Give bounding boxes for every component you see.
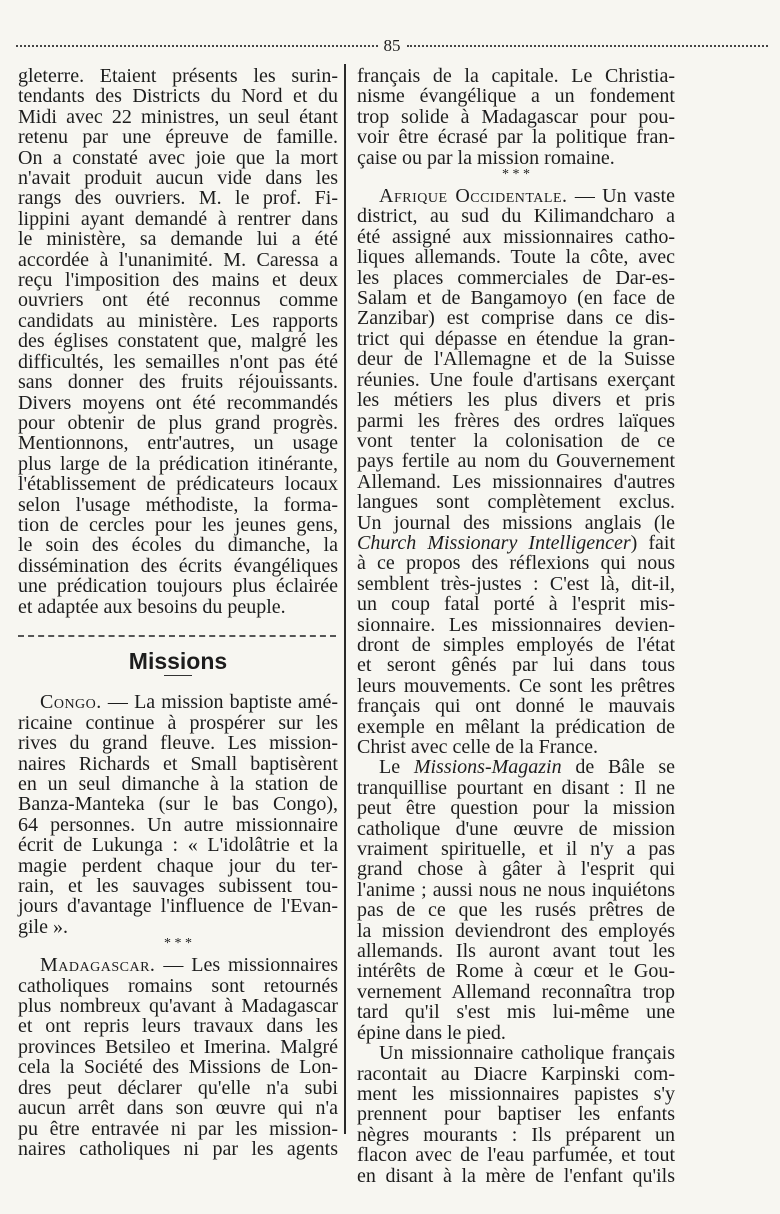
- text-line: l'établissement de prédicateurs locaux: [18, 473, 338, 496]
- text-line: Congo. — La mission baptiste amé-: [40, 691, 338, 714]
- text-line: difficultés, les semailles n'ont pas été: [18, 350, 338, 373]
- text-line: allemands. Ils auront avant tout les: [357, 940, 675, 963]
- right-column: [357, 66, 675, 1186]
- text-line: Madagascar. — Les missionnaires: [40, 954, 338, 977]
- text-line: exemple en mêlant la prédication de: [357, 715, 675, 738]
- text-line: plus nombreux qu'avant à Madagascar: [18, 995, 338, 1018]
- text-line: provinces Betsileo et Imerina. Malgré: [18, 1035, 338, 1058]
- text-line: n'avait produit aucun vide dans les: [18, 167, 338, 190]
- text-line: prennent pour baptiser les enfants: [357, 1103, 675, 1126]
- text-line: le ministère, sa demande lui a été: [18, 228, 338, 251]
- madagascar-label: Madagascar.: [40, 954, 156, 977]
- text-line: pays fertile au nom du Gouvernement: [357, 450, 675, 473]
- text-line: l'anime ; aussi nous ne nous inquiétons: [357, 878, 675, 901]
- text-line: les places commerciales de Dar-es-: [357, 266, 675, 289]
- text-line: parmi les frères des ordres laïques: [357, 409, 675, 432]
- left-column: [18, 66, 338, 1159]
- text-line: nisme évangélique a un fondement: [357, 85, 675, 108]
- text-line: reçu l'imposition des mains et deux: [18, 269, 338, 292]
- text-line: grand chose à gâter à l'esprit qui: [357, 858, 675, 881]
- column-separator: [344, 64, 346, 1134]
- text-line: On a constaté avec joie que la mort: [18, 146, 338, 169]
- mm-title: Missions-Magazin: [413, 756, 562, 779]
- cmi-paragraph: [357, 533, 675, 757]
- text-line: Salam et de Bangamoyo (en face de: [357, 287, 675, 310]
- text-line: flacon avec de l'eau parfumée, et tout: [357, 1144, 675, 1167]
- text-line: Mentionnons, entr'autres, un usage: [18, 432, 338, 455]
- text-line: ricaine continue à prospérer sur les: [18, 711, 338, 734]
- text-line: épine dans le pied.: [357, 1021, 506, 1044]
- text-line: tendants des Districts du Nord et du: [18, 85, 338, 108]
- text-line: Le Missions-Magazin de Bâle se: [379, 756, 676, 779]
- header-rule-left: [16, 45, 378, 47]
- text-line: vernement Allemand reconnaîtra trop: [357, 980, 675, 1003]
- text-line: les métiers les plus divers et pris: [357, 389, 675, 412]
- header-rule-right: [407, 45, 769, 47]
- text-line: rangs des ouvriers. M. le prof. Fi-: [18, 187, 338, 210]
- text-line: Banza-Manteka (sur le bas Congo),: [18, 793, 338, 816]
- text-line: gile ».: [18, 915, 68, 938]
- page-number: 85: [383, 36, 401, 55]
- text-line: aucun arrêt dans son œuvre qui n'a: [18, 1097, 338, 1120]
- text-line: écrit de Lukunga : « L'idolâtrie et la: [18, 834, 338, 857]
- text-line: vraiment spirituelle, et il n'y a pas: [357, 838, 675, 861]
- text-line: et ont repris leurs travaux dans les: [18, 1015, 338, 1038]
- last-paragraph: [357, 1043, 675, 1186]
- text-line: été assigné aux missionnaires catho-: [357, 225, 675, 248]
- missions-magazin-paragraph: [357, 757, 675, 1043]
- text-line: pu être entravée ni par les mission-: [18, 1117, 338, 1140]
- text-line: pas de ce que les rusés prêtres de: [357, 899, 675, 922]
- congo-label: Congo.: [40, 691, 102, 714]
- text-line: en un seul dimanche à la station de: [18, 773, 338, 795]
- title-underline: [164, 675, 192, 676]
- text-line: en disant à la mère de l'enfant qu'ils: [357, 1164, 675, 1187]
- text-line: selon l'usage méthodiste, la forma-: [18, 493, 338, 516]
- text-line: semblent très-justes : C'est là, dit-il,: [357, 572, 675, 595]
- text-line: et adaptée aux besoins du peuple.: [18, 595, 286, 618]
- text-line: peut être question pour la mission: [357, 797, 675, 820]
- text-line: racontait au Diacre Karpinski com-: [357, 1062, 675, 1085]
- text-line: district, au sud du Kilimandcharo a: [357, 205, 675, 228]
- text-line: leurs mouvements. Ce sont les prêtres: [357, 674, 675, 697]
- text-line: tion de cercles pour les jeunes gens,: [18, 513, 338, 536]
- text-line: liques allemands. Toute la côte, avec: [357, 246, 675, 269]
- text-line: le soin des écoles du dimanche, la: [18, 534, 338, 557]
- text-line: sans donner des fruits réjouissants.: [18, 371, 338, 394]
- text-line: retenu par une épreuve de famille.: [18, 126, 338, 149]
- text-line: rives du grand fleuve. Les mission-: [18, 732, 338, 755]
- text-line: ouvriers ont été reconnus comme: [18, 289, 338, 312]
- text-line: Midi avec 22 ministres, un seul étant: [18, 105, 338, 128]
- section-divider: [18, 635, 336, 637]
- text-line: jours d'avantage l'influence de l'Evan-: [18, 895, 338, 918]
- text-line: Church Missionary Intelligencer) fait: [357, 531, 676, 554]
- text-line: langues sont complètement exclus.: [357, 491, 675, 514]
- left-paragraph-1: [18, 66, 338, 617]
- right-paragraph-1: [357, 66, 675, 168]
- text-line: Zanzibar) est comprise dans ce dis-: [357, 307, 675, 330]
- text-line: sionnaire. Les missionnaires devien-: [357, 613, 675, 636]
- text-line: et seront gênés par lui dans tous: [357, 654, 675, 677]
- text-line: voir être écrasé par la politique fran-: [357, 126, 675, 149]
- text-line: trop solide à Madagascar pour pou-: [357, 105, 675, 128]
- afrique-paragraph: [357, 186, 675, 533]
- madagascar-paragraph: [18, 955, 338, 1159]
- text-line: Allemand. Les missionnaires d'autres: [357, 470, 675, 493]
- text-line: magie perdent chaque jour du ter-: [18, 854, 338, 877]
- section-stars: * * *: [502, 167, 530, 183]
- text-line: réunies. Une foule d'artisans exerçant: [357, 368, 675, 391]
- text-line: accordée à l'unanimité. M. Caressa a: [18, 248, 338, 271]
- text-line: la mission deviendront des employés: [357, 919, 675, 942]
- text-line: dres peut déclarer qu'elle n'a subi: [18, 1076, 338, 1099]
- text-line: tard qu'il s'est mis lui-même une: [357, 1001, 675, 1024]
- text-line: çaise ou par la mission romaine.: [357, 146, 615, 169]
- text-line: Un missionnaire catholique français: [379, 1042, 675, 1065]
- text-line: Christ avec celle de la France.: [357, 736, 598, 758]
- text-line: catholique d'une œuvre de mission: [357, 817, 675, 840]
- text-line: vont tenter la colonisation de ce: [357, 429, 675, 452]
- text-line: naires catholiques ni par les agents: [18, 1137, 338, 1160]
- afrique-label: Afrique Occidentale.: [379, 185, 568, 208]
- text-line: tranquillise pourtant en disant : Il ne: [357, 776, 675, 799]
- text-line: français qui ont donné le mauvais: [357, 695, 675, 718]
- text-line: pour obtenir de plus grand progrès.: [18, 411, 338, 434]
- text-line: catholiques romains sont retournés: [18, 974, 338, 997]
- text-line: des églises constatent que, malgré les: [18, 330, 338, 353]
- section-title: Missions: [128, 647, 228, 674]
- text-line: lippini ayant demandé à rentrer dans: [18, 207, 338, 230]
- text-line: deur de l'Allemagne et de la Suisse: [357, 348, 675, 371]
- congo-paragraph: [18, 692, 338, 937]
- section-stars: * * *: [164, 936, 192, 952]
- text-line: gleterre. Etaient présents les surin-: [18, 65, 338, 87]
- text-line: cela la Société des Missions de Lon-: [18, 1056, 338, 1079]
- text-line: plus large de la prédication itinérante,: [18, 452, 338, 475]
- mm-prefix: Le: [379, 756, 414, 779]
- text-line: nègres mourants : Ils préparent un: [357, 1123, 675, 1146]
- text-line: dissémination des écrits évangéliques: [18, 554, 338, 577]
- text-line: une prédication toujours plus éclairée: [18, 575, 338, 598]
- text-line: trict qui dépasse en étendue la gran-: [357, 327, 675, 350]
- text-line: intérêts de Rome à cœur et le Gou-: [357, 960, 675, 983]
- text-line: candidats au ministère. Les rapports: [18, 309, 338, 332]
- cmi-title: Church Missionary Intelligencer: [357, 531, 631, 554]
- text-line: ment les missionnaires papistes s'y: [357, 1082, 675, 1105]
- text-line: 64 personnes. Un autre missionnaire: [18, 813, 338, 836]
- text-line: Un journal des missions anglais (le: [357, 511, 675, 534]
- text-line: naires Richards et Small baptisèrent: [18, 752, 338, 775]
- text-line: à ce propos des réflexions qui nous: [357, 552, 675, 575]
- text-line: français de la capitale. Le Christia-: [357, 65, 675, 87]
- text-line: un coup fatal porté à l'esprit mis-: [357, 593, 675, 616]
- page-header: [16, 36, 768, 56]
- text-line: dront de simples employés de l'état: [357, 633, 675, 656]
- text-line: rain, et les sauvages subissent tou-: [18, 875, 338, 898]
- text-line: Afrique Occidentale. — Un vaste: [379, 185, 675, 208]
- text-line: Divers moyens ont été recommandés: [18, 391, 338, 414]
